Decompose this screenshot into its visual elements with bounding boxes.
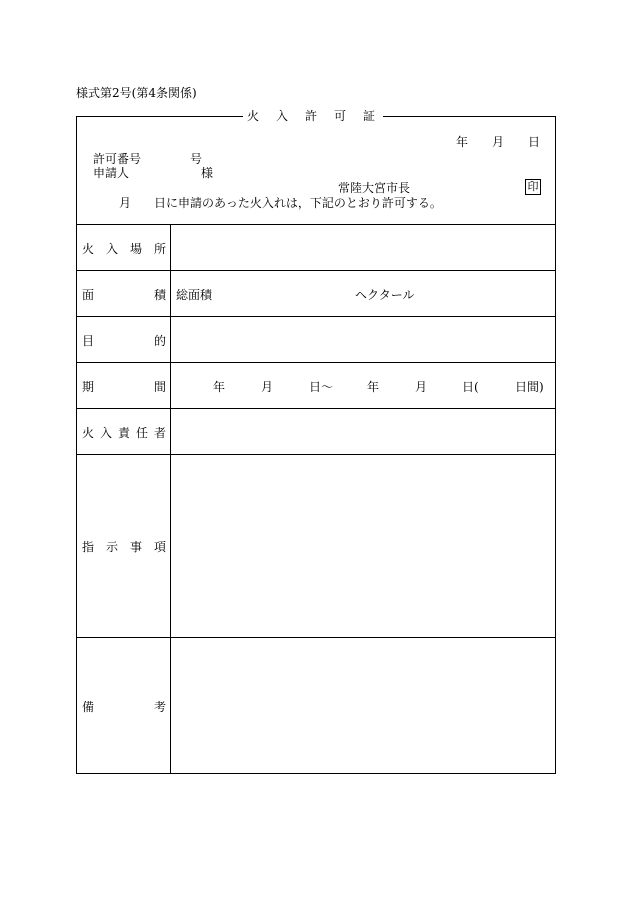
applicant-suffix: 様 <box>201 166 214 180</box>
place-label: 火入場所 <box>82 242 166 256</box>
body-month: 月 <box>119 196 132 210</box>
form-number-label: 様式第2号(第4条関係) <box>76 86 197 100</box>
row-divider <box>76 637 556 638</box>
period-days-count: 日間) <box>515 380 544 394</box>
applicant-label: 申請人 <box>93 166 130 180</box>
responsible-person-label: 火入責任者 <box>82 426 166 440</box>
row-divider <box>76 316 556 317</box>
form-title: 火入許可証 <box>243 108 383 124</box>
permit-number-label: 許可番号 <box>93 152 142 166</box>
remarks-label: 備考 <box>82 700 166 714</box>
period-month-end: 月 <box>415 380 428 394</box>
permit-form-frame <box>76 116 556 774</box>
period-year-start: 年 <box>213 380 226 394</box>
row-divider <box>76 362 556 363</box>
body-text: 日に申請のあった火入れは，下記のとおり許可する。 <box>154 196 442 210</box>
area-unit: ヘクタール <box>355 288 415 302</box>
row-divider <box>76 224 556 225</box>
seal-mark: 印 <box>525 179 541 195</box>
date-day: 日 <box>528 135 541 149</box>
permit-number-suffix: 号 <box>190 152 203 166</box>
column-divider <box>170 224 171 774</box>
purpose-label: 目的 <box>82 334 166 348</box>
period-day-start: 日〜 <box>309 380 334 394</box>
instructions-label: 指示事項 <box>82 540 166 554</box>
area-label: 面積 <box>82 288 166 302</box>
period-month-start: 月 <box>261 380 274 394</box>
period-day-end: 日( <box>462 380 479 394</box>
row-divider <box>76 408 556 409</box>
period-year-end: 年 <box>367 380 380 394</box>
row-divider <box>76 270 556 271</box>
issuer-name: 常陸大宮市長 <box>338 181 411 195</box>
area-prefix: 総面積 <box>176 288 213 302</box>
row-divider <box>76 454 556 455</box>
period-label: 期間 <box>82 380 166 394</box>
date-year: 年 <box>456 135 469 149</box>
date-month: 月 <box>492 135 505 149</box>
